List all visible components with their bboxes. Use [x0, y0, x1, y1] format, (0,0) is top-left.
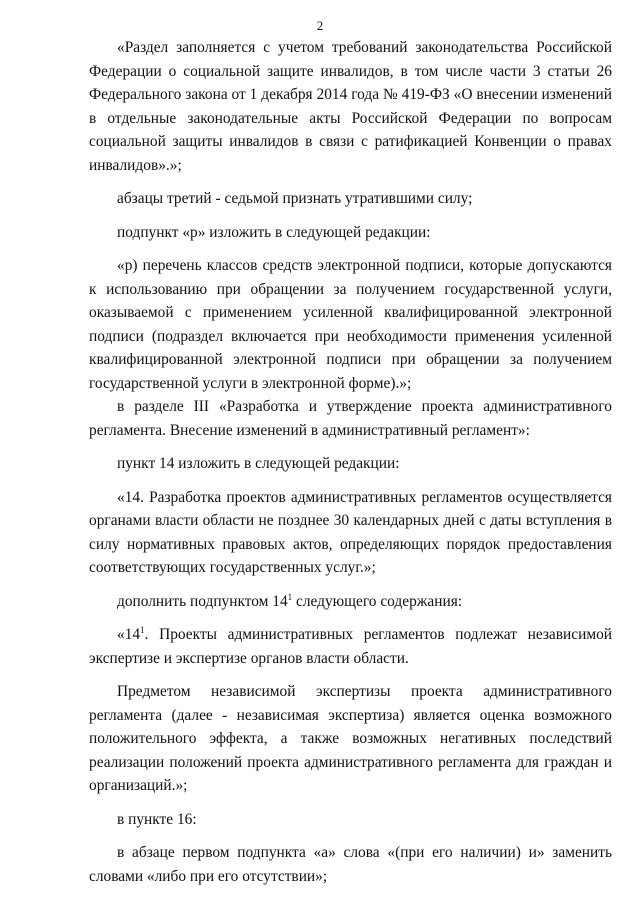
text-fragment: . Проекты административных регламентов подлежат независимой экспертизе и экспертизе органов власти области.	[89, 626, 612, 667]
text-fragment: следующего содержания:	[292, 592, 463, 610]
paragraph-repeal-clauses: абзацы третий - седьмой признать утратившими силу;	[117, 190, 473, 207]
paragraph-subpoint-14-1-text	[89, 623, 612, 670]
paragraph-point-16-intro: в пункте 16:	[117, 810, 197, 828]
paragraph-section-note: «Раздел заполняется с учетом требований законодательства Российской Федерации о социальной защите инвалидов, в том числе части 3 статьи 26 Федерального закона от 1 декабря 2014 года № 419-ФЗ «О внесении изменений в отдельные законодательные акты Российской Федерации по вопросам социальной защиты инвалидов в связи с ратификацией Конвенции о правах инвалидов».»;	[89, 39, 612, 174]
paragraph-add-subpoint-14-1	[89, 590, 612, 614]
paragraph-point-14-intro: пункт 14 изложить в следующей редакции:	[117, 455, 400, 472]
paragraph-subpoint-r-text: «р) перечень классов средств электронной подписи, которые допускаются к использованию при обращении за получением государственной услуги, оказываемой с применением усиленной квалифицированной электронной подписи (подраздел включается при необходимости применения усиленной квалифицированной электронной подписи при обращении за получением государственной услуги в электронной форме).»;	[89, 257, 612, 392]
paragraph-subpoint-r-intro: подпункт «р» изложить в следующей редакции:	[117, 223, 431, 241]
superscript: 1	[140, 624, 145, 635]
document-body	[89, 36, 612, 898]
text-fragment: «14	[117, 626, 141, 643]
paragraph-point-14-text: «14. Разработка проектов административных регламентов осуществляется органами власти области не позднее 30 календарных дней с даты вступления в силу нормативных правовых актов, определяющих порядок предоставления соответствующих государственных услуг.»;	[89, 488, 612, 576]
paragraph-section-iii: в разделе III «Разработка и утверждение проекта административного регламента. Внесение изменений в административный регламент»:	[89, 398, 612, 439]
page-number: 2	[316, 18, 324, 33]
paragraph-point-16-a: в абзаце первом подпункта «а» слова «(при его наличии) и» заменить словами «либо при его отсутствии»;	[89, 844, 612, 885]
superscript: 1	[287, 591, 293, 602]
text-fragment: дополнить подпунктом 14	[117, 592, 288, 610]
paragraph-independent-expertise: Предметом независимой экспертизы проекта административного регламента (далее - независимая экспертиза) является оценка возможного положительного эффекта, а также возможных негативных последствий реализации положений проекта административного регламента для граждан и организаций.»;	[89, 683, 612, 794]
